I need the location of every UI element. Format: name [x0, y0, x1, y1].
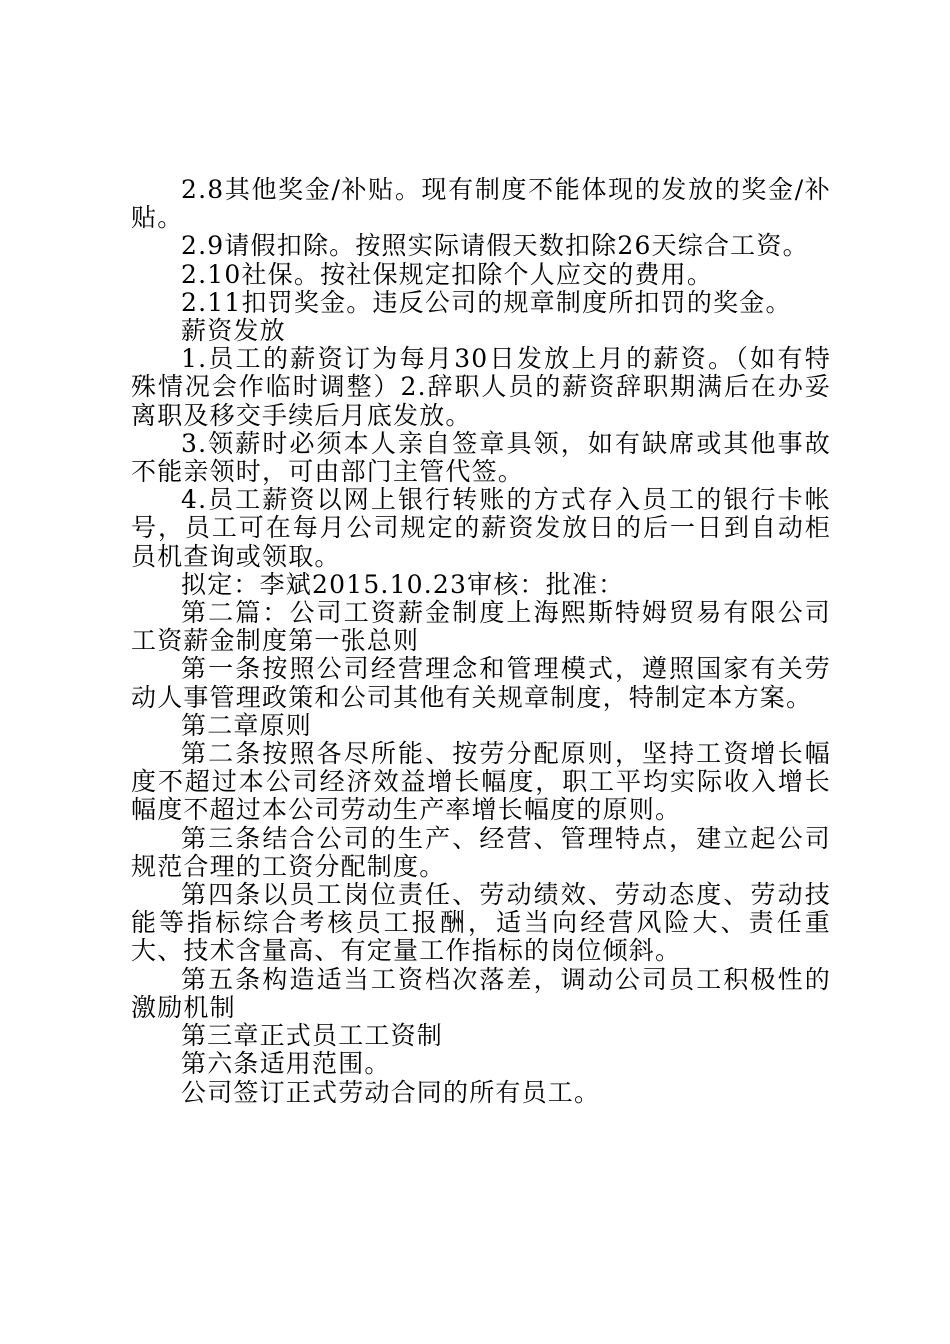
article-5: 第五条构造适当工资档次落差，调动公司员工积极性的激励机制: [131, 964, 831, 1022]
article-6-scope-text: 公司签订正式劳动合同的所有员工。: [181, 1077, 601, 1107]
chapter-2-heading: 第二章原则: [181, 710, 313, 740]
chapter-3-heading: 第三章正式员工工资制: [181, 1021, 444, 1051]
article-1: 第一条按照公司经营理念和管理模式，遵照国家有关劳动人事管理政策和公司其他有关规章制度，特制定本方案。: [131, 654, 831, 712]
document-body: [131, 176, 831, 1107]
paragraph-2-10-social-insurance: 2.10社保。按社保规定扣除个人应交的费用。: [181, 259, 714, 289]
part-two-title: 第二篇：公司工资薪金制度上海熙斯特姆贸易有限公司工资薪金制度第一张总则: [131, 598, 831, 656]
article-3: 第三条结合公司的生产、经营、管理特点，建立起公司规范合理的工资分配制度。: [131, 823, 831, 881]
paragraph-payment-item-3: 3.领薪时必须本人亲自签章具领，如有缺席或其他事故不能亲领时，可由部门主管代签。: [131, 428, 831, 487]
paragraph-2-9-leave-deduction: 2.9请假扣除。按照实际请假天数扣除26天综合工资。: [181, 231, 809, 261]
article-6: 第六条适用范围。: [181, 1049, 391, 1079]
paragraph-payment-item-4: 4.员工薪资以网上银行转账的方式存入员工的银行卡帐号，员工可在每月公司规定的薪资发放日的后一日到自动柜员机查询或领取。: [131, 485, 831, 571]
article-4: 第四条以员工岗位责任、劳动绩效、劳动态度、劳动技能等指标综合考核员工报酬，适当向经营风险大、责任重大、技术含量高、有定量工作指标的岗位倾斜。: [131, 880, 831, 966]
paragraph-2-11-bonus-penalty: 2.11扣罚奖金。违反公司的规章制度所扣罚的奖金。: [181, 287, 792, 317]
paragraph-2-8-other-bonus: 2.8其他奖金/补贴。现有制度不能体现的发放的奖金/补贴。: [131, 175, 831, 233]
article-2: 第二条按照各尽所能、按劳分配原则，坚持工资增长幅度不超过本公司经济效益增长幅度，职工平均实际收入增长幅度不超过本公司劳动生产率增长幅度的原则。: [131, 739, 831, 825]
section-heading-salary-payment: 薪资发放: [181, 316, 286, 346]
paragraph-payment-item-1-2: 1.员工的薪资订为每月30日发放上月的薪资。（如有特殊情况会作临时调整）2.辞职人员的薪资辞职期满后在办妥离职及移交手续后月底发放。: [131, 344, 831, 430]
drafting-signature-line: 拟定：李斌2015.10.23审核：批准：: [181, 569, 625, 599]
